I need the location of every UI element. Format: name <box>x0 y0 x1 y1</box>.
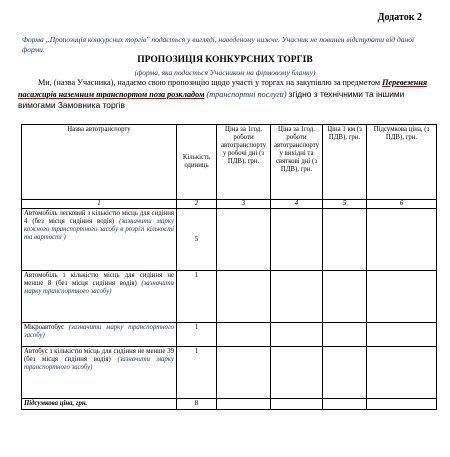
quantity-cell: 1 <box>177 271 217 323</box>
header-price-workdays: Ціна за 1год. роботи автотранспорту у робочі дні (з ПДВ), грн. <box>217 125 271 200</box>
price-cell[interactable] <box>323 323 367 347</box>
vehicle-hint: (зазначити марку транспортного засобу) <box>24 356 174 371</box>
price-cell[interactable] <box>323 209 367 271</box>
col-number: 2 <box>177 200 217 209</box>
price-cell[interactable] <box>323 347 367 399</box>
vehicle-hint: (зазначити марку транспортного засобу) <box>24 280 174 295</box>
vehicle-name-cell <box>22 347 177 399</box>
col-number: 6 <box>367 200 437 209</box>
vehicle-name: Автомобіль легковий з кількістю місць для сидіння 4 (без місця сидіння водія) <box>24 210 174 225</box>
intro-paragraph <box>18 78 444 112</box>
table-header-row <box>22 125 437 200</box>
price-cell[interactable] <box>217 209 271 271</box>
header-vehicle-name: Назва автотранспорту <box>22 125 177 200</box>
vehicle-name-cell <box>22 271 177 323</box>
intro-subject-hint: (транспортні послуги) <box>204 89 289 99</box>
price-cell[interactable] <box>367 209 437 271</box>
vehicle-name: Мікроавтобус <box>24 324 64 331</box>
price-cell[interactable] <box>367 399 437 410</box>
vehicle-hint: (зазначити марку транспортного засобу) <box>24 324 174 339</box>
price-cell[interactable] <box>271 323 323 347</box>
vehicle-name: Автомобіль з кількістю місць для сидіння не менше 8 (без місця сидіння водія) <box>24 272 174 287</box>
total-row <box>22 399 437 410</box>
page-subtitle: (форма, яка подається Учасником на фірмовому бланку) <box>134 68 316 77</box>
addendum-label: Додаток 2 <box>377 12 422 23</box>
price-cell[interactable] <box>367 347 437 399</box>
price-cell[interactable] <box>323 399 367 410</box>
table-row <box>22 209 437 271</box>
header-price-km: Ціна 1 км (з ПДВ), грн. <box>323 125 367 200</box>
price-cell[interactable] <box>271 399 323 410</box>
column-number-row <box>22 200 437 209</box>
quantity-cell: 5 <box>177 209 217 271</box>
quantity-cell: 1 <box>177 347 217 399</box>
col-number: 5 <box>323 200 367 209</box>
vehicle-name: Автобус з кількістю місць для сидіння не менше 39 (без місця сидіння водія) <box>24 348 174 363</box>
price-cell[interactable] <box>271 209 323 271</box>
header-price-weekends: Ціна за 1год. роботи автотранспорту у вихідні та святкові дні (з ПДВ), грн. <box>271 125 323 200</box>
price-cell[interactable] <box>367 323 437 347</box>
price-cell[interactable] <box>217 399 271 410</box>
price-cell[interactable] <box>271 347 323 399</box>
col-number: 1 <box>22 200 177 209</box>
price-cell[interactable] <box>271 271 323 323</box>
vehicle-name-cell <box>22 209 177 271</box>
col-number: 3 <box>217 200 271 209</box>
vehicle-name-cell <box>22 323 177 347</box>
intro-subject: Перевезення пасажирів наземним транспортом поза розкладом <box>18 78 428 99</box>
header-quantity: Кількість одиниць <box>177 125 217 200</box>
price-cell[interactable] <box>323 271 367 323</box>
price-cell[interactable] <box>217 271 271 323</box>
table-row <box>22 323 437 347</box>
price-table <box>21 124 437 410</box>
intro-part1: Ми, (назва Учасника), надаємо свою пропозицію щодо участі у торгах на закупівлю за предметом <box>38 78 383 87</box>
total-label: Підсумкова ціна, грн. <box>22 399 177 410</box>
table-row <box>22 347 437 399</box>
page-title: ПРОПОЗИЦІЯ КОНКУРСНИХ ТОРГІВ <box>137 55 313 65</box>
vehicle-hint: (зазначити марку кожного транспортного засобу в розрізі кількості та вартості ) <box>24 218 174 241</box>
form-note: Форма „Пропозиція конкурсних торгів" подається у вигляді, наведеному нижче. Учасник не повинен відступати від даної форми. <box>22 35 415 54</box>
intro-part2: згідно з технічними та іншими вимогами Замовника торгів <box>18 88 405 110</box>
total-quantity: 8 <box>177 399 217 410</box>
price-cell[interactable] <box>217 347 271 399</box>
table-row <box>22 271 437 323</box>
col-number: 4 <box>271 200 323 209</box>
price-cell[interactable] <box>367 271 437 323</box>
price-cell[interactable] <box>217 323 271 347</box>
header-total-price: Підсумкова ціна, (з ПДВ), грн. <box>367 125 437 200</box>
quantity-cell: 1 <box>177 323 217 347</box>
